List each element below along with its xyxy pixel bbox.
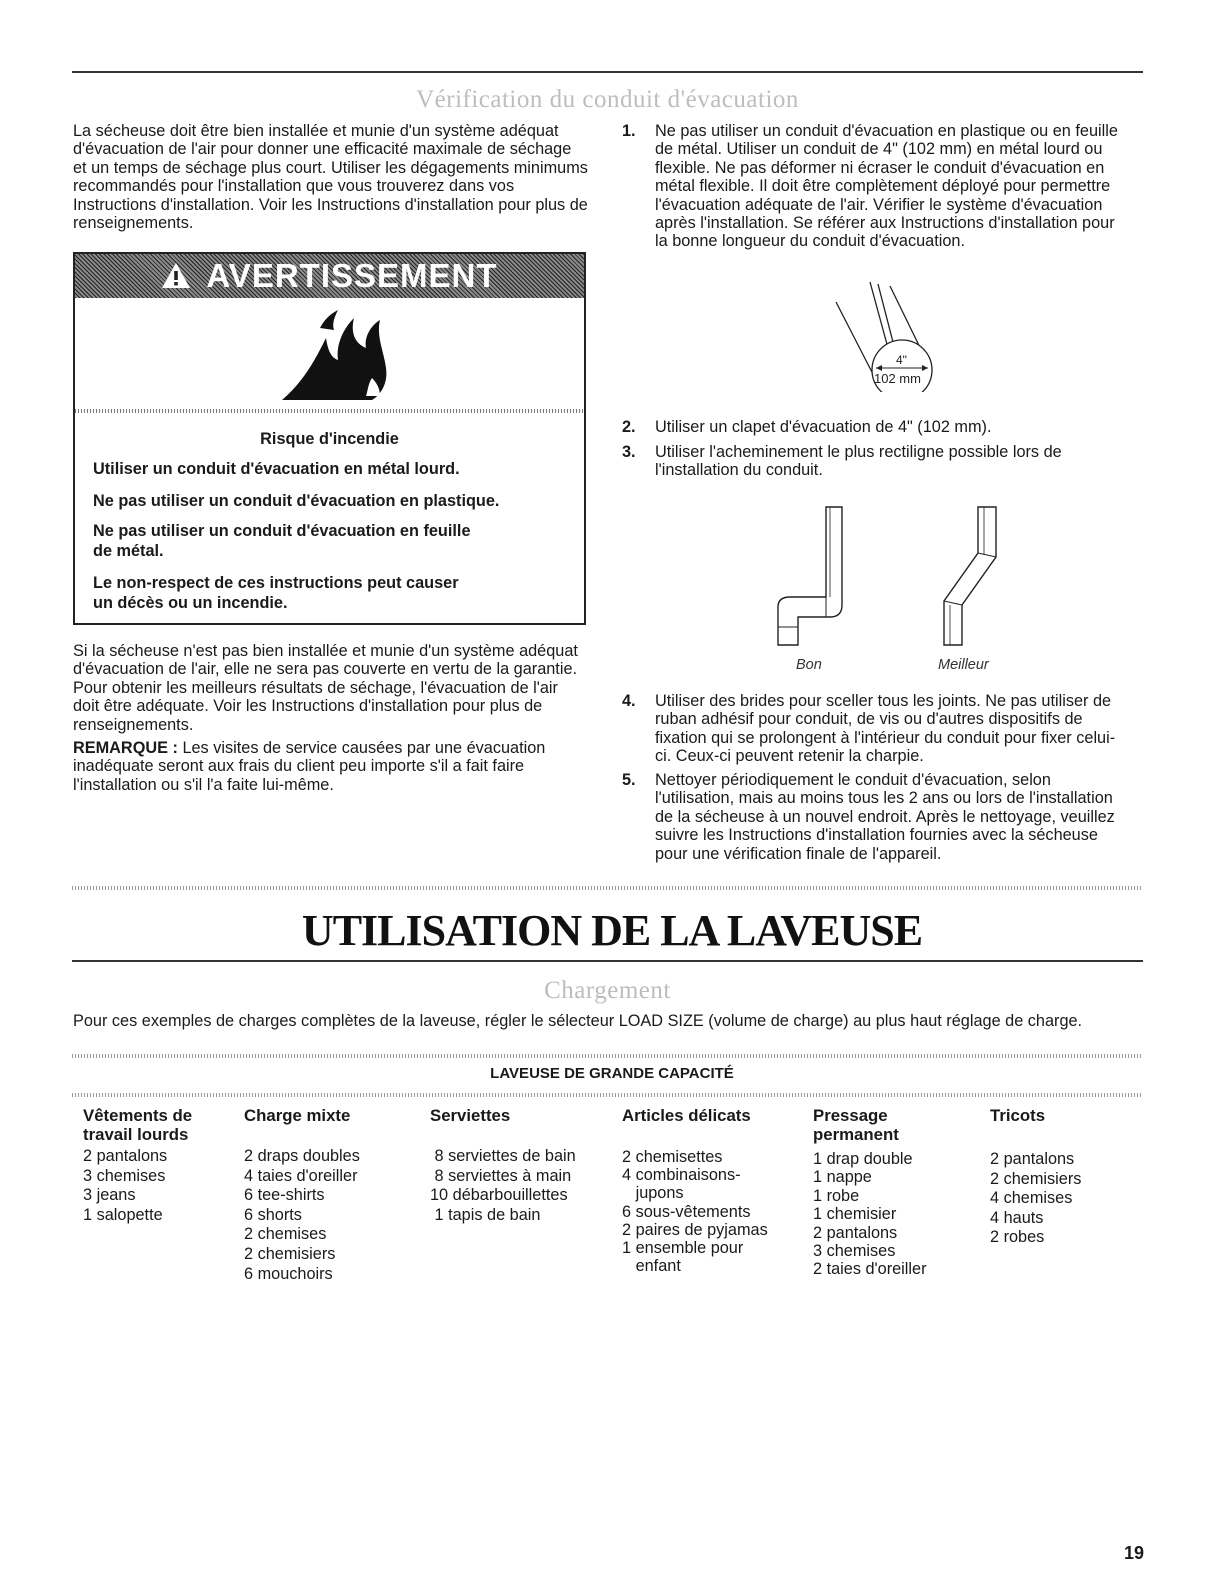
- warning-banner: [75, 254, 584, 298]
- column-header: Tricots: [990, 1106, 1046, 1125]
- column-mixed-load: [244, 1106, 419, 1284]
- section-divider-hatch: [72, 886, 1143, 890]
- warning-line-4b: un décès ou un incendie.: [93, 594, 288, 612]
- warning-divider: [75, 409, 584, 413]
- table-title: LAVEUSE DE GRANDE CAPACITÉ: [490, 1065, 734, 1082]
- section-heading-loading: Chargement: [544, 977, 671, 1004]
- list-item: 2 draps doubles: [244, 1147, 360, 1165]
- list-item: 10 débarbouillettes: [430, 1186, 568, 1205]
- column-knits: [990, 1106, 1130, 1248]
- column-permanent-press: [813, 1106, 978, 1279]
- list-item: 1 ensemble pour enfant: [622, 1239, 744, 1276]
- list-item: 1 nappe: [813, 1168, 872, 1187]
- list-item: 2 robes: [990, 1228, 1045, 1247]
- warning-box: [73, 252, 586, 625]
- list-item: 1 tapis de bain: [430, 1205, 541, 1224]
- warranty-paragraph: Si la sécheuse n'est pas bien installée et munie d'un système adéquat d'évacuation de l'air, elle ne sera pas couverte en vertu de la garantie. Pour obtenir les meilleurs résultats de séchage, l'évacuation de l'air doit être adéquate. Voir les Instructions d'installation pour plus de renseignements.: [73, 642, 578, 734]
- list-item: 6 mouchoirs: [244, 1264, 333, 1283]
- warning-line-4a: Le non-respect de ces instructions peut causer: [93, 574, 459, 592]
- column-delicates: [622, 1106, 802, 1275]
- list-item: 1 drap double: [813, 1150, 913, 1168]
- warning-line-2: Ne pas utiliser un conduit d'évacuation en plastique.: [93, 492, 500, 510]
- list-item: 2 pantalons: [813, 1223, 898, 1242]
- duct-route-better-illustration: [938, 505, 1008, 650]
- warning-triangle-icon: [161, 257, 206, 294]
- column-header: Serviettes: [430, 1106, 511, 1125]
- duct-route-good-illustration: [770, 505, 850, 650]
- list-item: 8 serviettes à main: [430, 1166, 572, 1185]
- warning-line-3b: de métal.: [93, 542, 164, 560]
- list-item: 2 chemises: [244, 1225, 327, 1244]
- list-item: 2 pantalons: [83, 1147, 168, 1165]
- list-item: 3 chemises: [813, 1242, 896, 1261]
- list-item: 6 tee-shirts: [244, 1186, 325, 1205]
- title-rule: [72, 960, 1143, 962]
- list-item: 2 chemisiers: [990, 1169, 1082, 1188]
- list-item: 2 pantalons: [990, 1150, 1075, 1168]
- section-heading-vent-check: Vérification du conduit d'évacuation: [416, 86, 799, 113]
- loading-intro: Pour ces exemples de charges complètes de la laveuse, régler le sélecteur LOAD SIZE (volume de charge) au plus haut réglage de charge.: [73, 1012, 1083, 1030]
- column-header: Charge mixte: [244, 1106, 351, 1125]
- page-number: 19: [1123, 1543, 1144, 1563]
- list-item: 1 robe: [813, 1186, 860, 1205]
- list-item: 6 shorts: [244, 1205, 302, 1224]
- list-item: 6 sous-vêtements: [622, 1202, 751, 1221]
- column-towels: [430, 1106, 610, 1225]
- list-item: 4 chemises: [990, 1189, 1073, 1208]
- step-5: 5. Nettoyer périodiquement le conduit d'évacuation, selon l'utilisation, mais au moins tous les 2 ans ou lors de l'installation de la sécheuse à un nouvel endroit. Après le nettoyage, veuillez suivre les Instructions d'installation fournies avec la sécheuse pour une vérification finale de l'appareil.: [622, 771, 1115, 863]
- fire-hazard-icon: [280, 308, 390, 403]
- list-item: 2 paires de pyjamas: [622, 1220, 768, 1239]
- remarque-paragraph: [73, 739, 588, 794]
- table-top-hatch: [72, 1054, 1143, 1058]
- list-item: 4 hauts: [990, 1208, 1044, 1227]
- list-item: 3 jeans: [83, 1186, 136, 1205]
- column-header: Articles délicats: [622, 1106, 751, 1125]
- list-item: 1 salopette: [83, 1205, 163, 1224]
- warning-title: AVERTISSEMENT: [75, 257, 584, 295]
- duct-diameter-illustration: [830, 282, 940, 392]
- list-item: 8 serviettes de bain: [430, 1147, 576, 1165]
- caption-better: Meilleur: [938, 657, 989, 673]
- list-item: 4 taies d'oreiller: [244, 1166, 358, 1185]
- intro-paragraph: La sécheuse doit être bien installée et munie d'un système adéquat d'évacuation de l'air pour donner une efficacité maximale de séchage et un temps de séchage plus court. Utiliser les dégagements minimums recommandés pour l'installation que vous trouverez dans vos Instructions d'installation. Voir les Instructions d'installation pour plus de renseignements.: [73, 122, 588, 233]
- list-item: 4 combinaisons- jupons: [622, 1166, 741, 1203]
- column-header: Pressage permanent: [813, 1106, 899, 1144]
- warning-line-3a: Ne pas utiliser un conduit d'évacuation en feuille: [93, 522, 471, 540]
- column-heavy-work: [83, 1106, 233, 1225]
- list-item: 1 chemisier: [813, 1205, 897, 1224]
- remarque-text: Les visites de service causées par une évacuation inadéquate seront aux frais du client peu importe s'il a fait faire l'installation ou s'il l'a faite lui-même.: [73, 739, 546, 794]
- list-item: 2 chemisettes: [622, 1148, 723, 1166]
- remarque-label: REMARQUE :: [73, 739, 178, 757]
- step-2: 2. Utiliser un clapet d'évacuation de 4" (102 mm).: [622, 418, 992, 436]
- step-4: 4. Utiliser des brides pour sceller tous les joints. Ne pas utiliser de ruban adhésif pour conduit, de vis ou d'autres dispositifs de fixation qui se prolongent à l'intérieur du conduit pour fixer celui-ci. Ceux-ci peuvent retenir la charpie.: [622, 692, 1116, 766]
- warning-risk: Risque d'incendie: [260, 430, 399, 448]
- top-rule: [72, 71, 1143, 73]
- duct-label-in: 4": [896, 353, 907, 367]
- list-item: 3 chemises: [83, 1166, 166, 1185]
- step-1: 1. Ne pas utiliser un conduit d'évacuation en plastique ou en feuille de métal. Utiliser un conduit de 4" (102 mm) en métal lourd ou flexible. Ne pas déformer ni écraser le conduit d'évacuation en métal flexible. Il doit être complètement déployé pour permettre l'évacuation adéquate de l'air. Vérifier le système d'évacuation après l'installation. Se référer aux Instructions d'installation pour la bonne longueur du conduit d'évacuation.: [622, 122, 1118, 251]
- list-item: 2 chemisiers: [244, 1244, 336, 1263]
- step-3: 3. Utiliser l'acheminement le plus rectiligne possible lors de l'installation du conduit.: [622, 443, 1062, 480]
- duct-label-mm: 102 mm: [874, 371, 921, 386]
- caption-good: Bon: [796, 657, 822, 673]
- page-title: UTILISATION DE LA LAVEUSE: [301, 906, 923, 955]
- table-header-hatch: [72, 1093, 1143, 1097]
- warning-line-1: Utiliser un conduit d'évacuation en métal lourd.: [93, 460, 460, 478]
- column-header: Vêtements de travail lourds: [83, 1106, 193, 1144]
- list-item: 2 taies d'oreiller: [813, 1260, 927, 1279]
